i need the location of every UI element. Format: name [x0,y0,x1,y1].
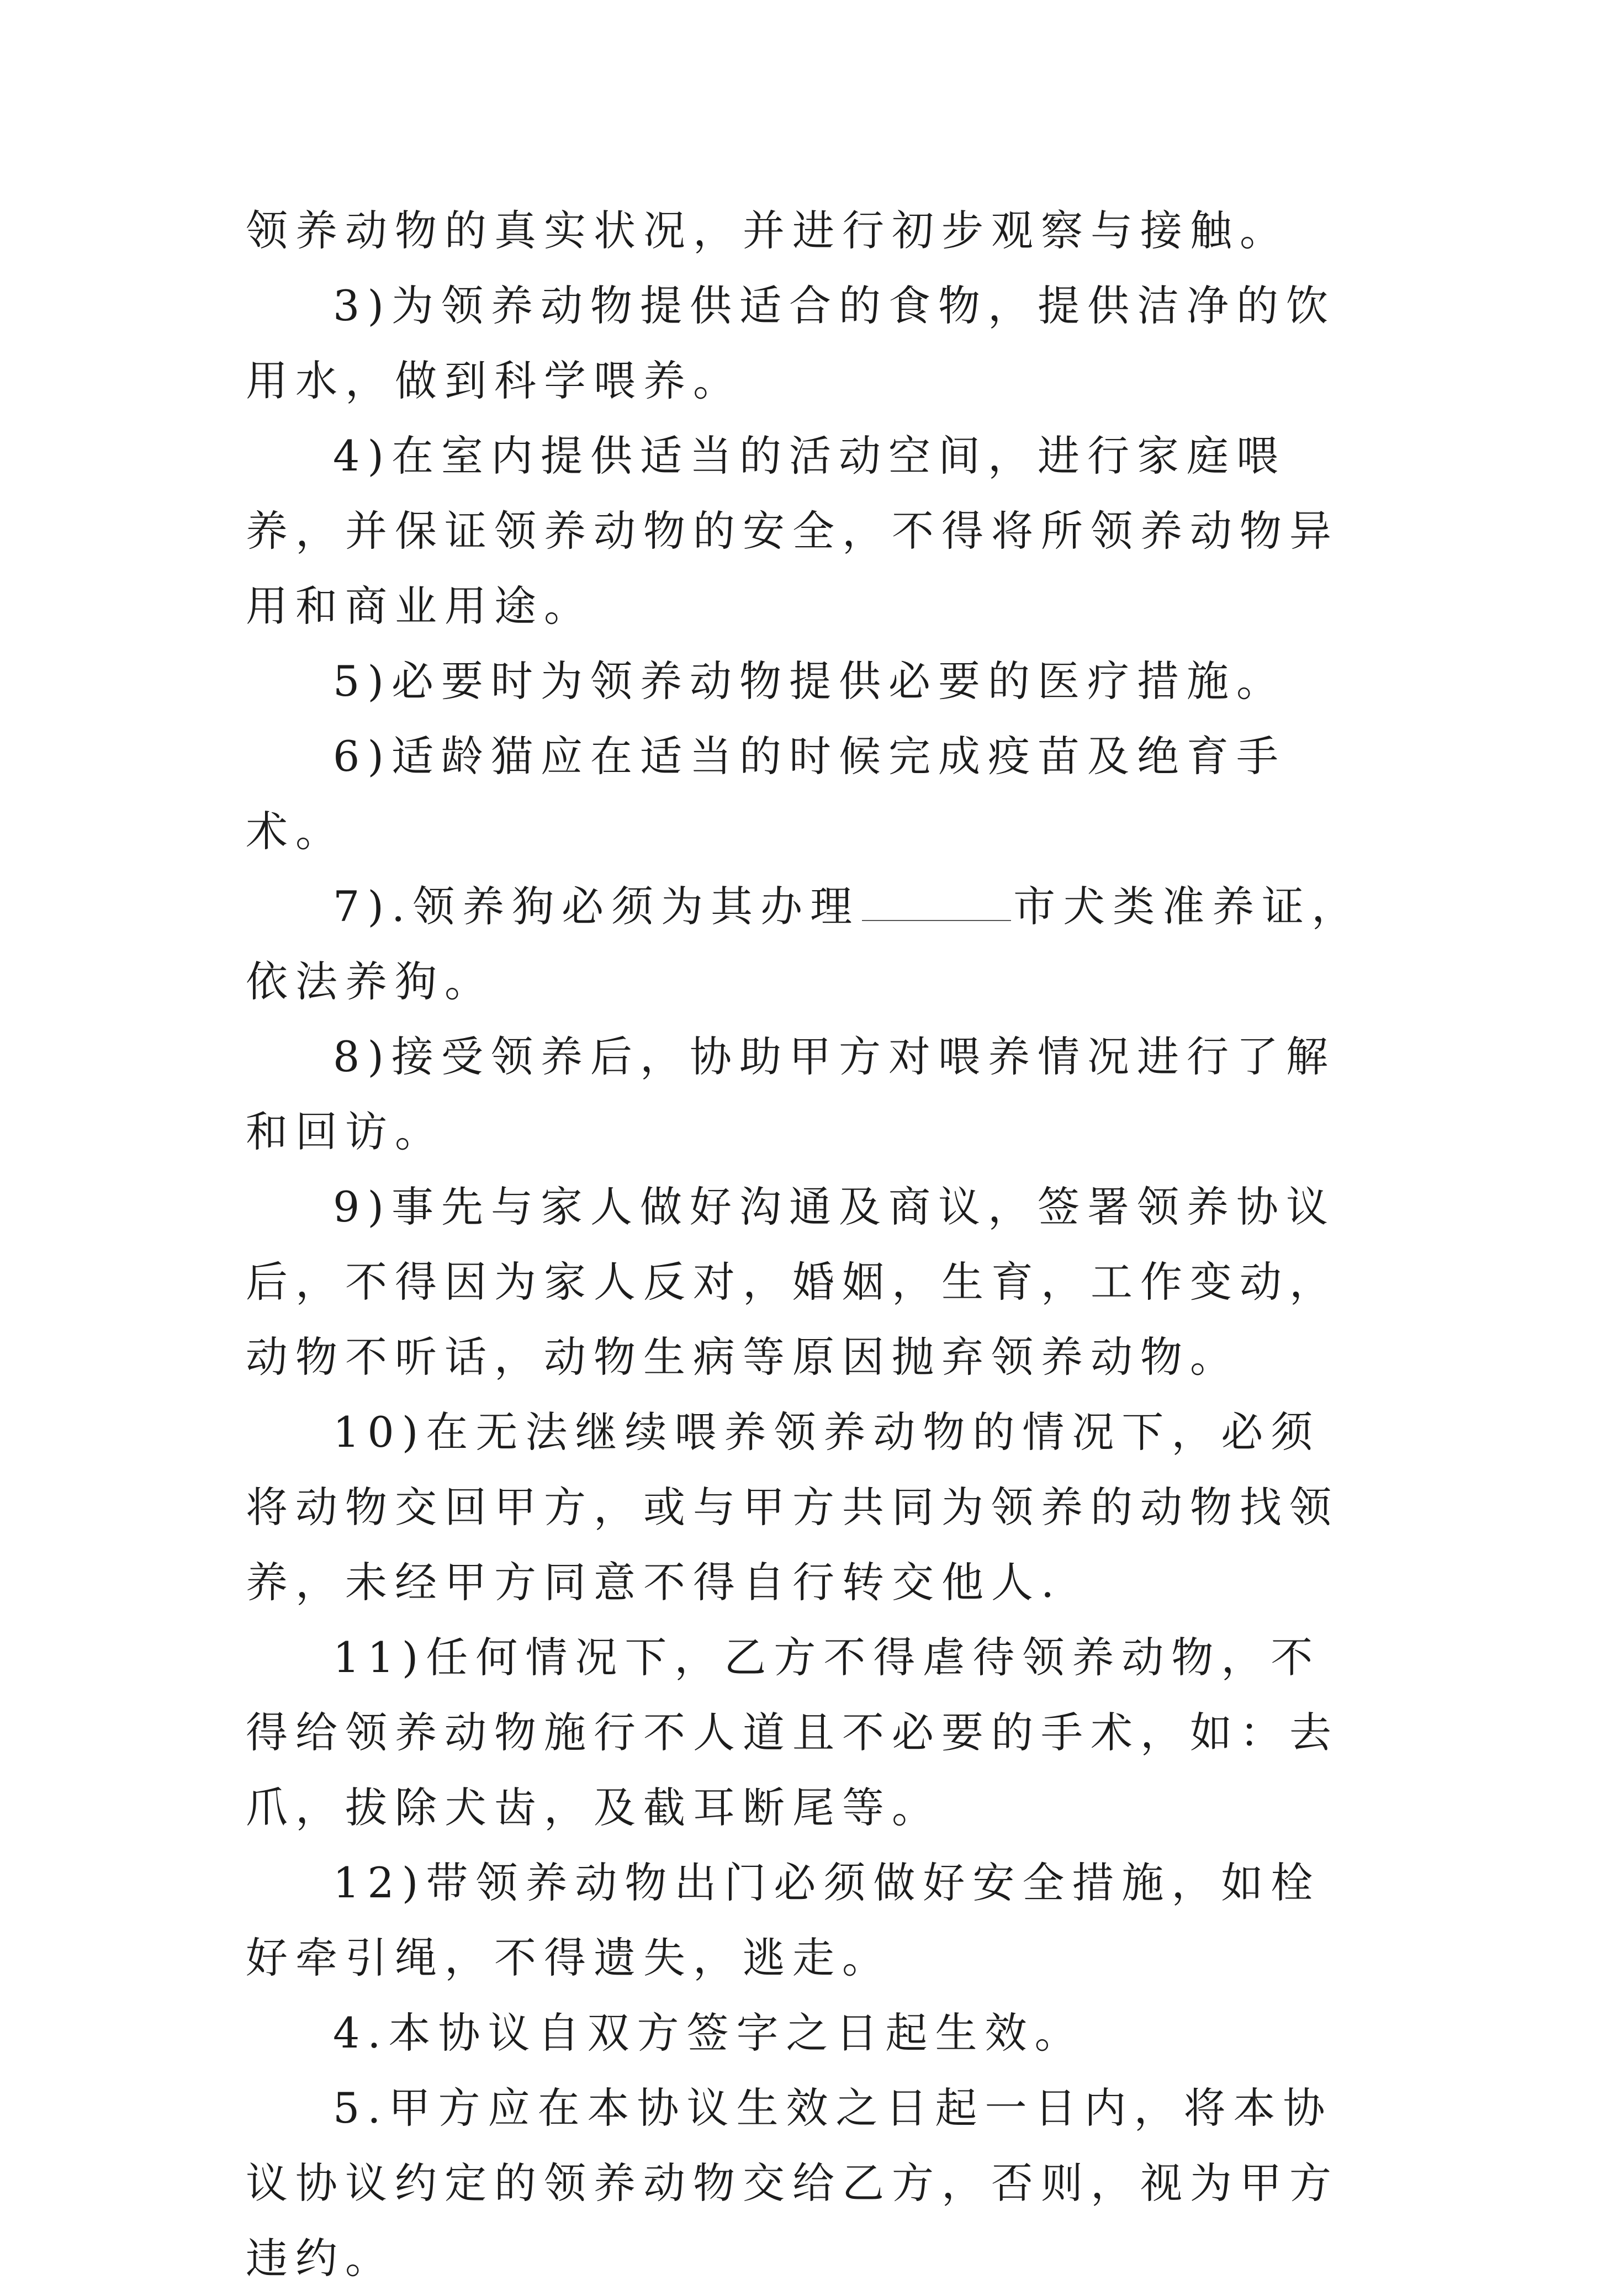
clause-5: 5)必要时为领养动物提供必要的医疗措施。 [333,657,1287,706]
clause-6: 6)适龄猫应在适当的时候完成疫苗及绝育手术。 [246,732,1287,856]
paragraph-continuation: 领养动物的真实状况，并进行初步观察与接触。 [246,206,1289,255]
clause-4: 4)在室内提供适当的活动空间，进行家庭喂养，并保证领养动物的安全，不得将所领养动物异用和商业用途。 [246,431,1339,631]
fill-in-blank [862,919,1011,921]
clause-10: 10)在无法继续喂养领养动物的情况下，必须将动物交回甲方，或与甲方共同为领养的动物找领养，未经甲方同意不得自行转交他人. [246,1408,1339,1607]
clause-7-text-before: 7).领养狗必须为其办理 [333,882,860,931]
clause-7 [246,869,1367,1019]
clause-7-text-after: 市犬类准养证，依法养狗。 [246,882,1362,1006]
clause-11: 11)任何情况下，乙方不得虐待领养动物，不得给领养动物施行不人道且不必要的手术，如：去爪，拔除犬齿，及截耳断尾等。 [246,1633,1339,1832]
document-body [246,193,1367,2296]
clause-3: 3)为领养动物提供适合的食物，提供洁净的饮用水，做到科学喂养。 [246,281,1336,405]
clause-8: 8)接受领养后，协助甲方对喂养情况进行了解和回访。 [246,1032,1336,1156]
clause-9: 9)事先与家人做好沟通及商议，签署领养协议后，不得因为家人反对，婚姻，生育，工作变动，动物不听话，动物生病等原因抛弃领养动物。 [246,1182,1339,1382]
section-4: 4.本协议自双方签字之日起生效。 [333,2008,1084,2057]
clause-12: 12)带领养动物出门必须做好安全措施，如栓好牵引绳，不得遗失，逃走。 [246,1858,1321,1982]
section-5: 5.甲方应在本协议生效之日起一日内，将本协议协议约定的领养动物交给乙方，否则，视为甲方违约。 [246,2083,1339,2283]
